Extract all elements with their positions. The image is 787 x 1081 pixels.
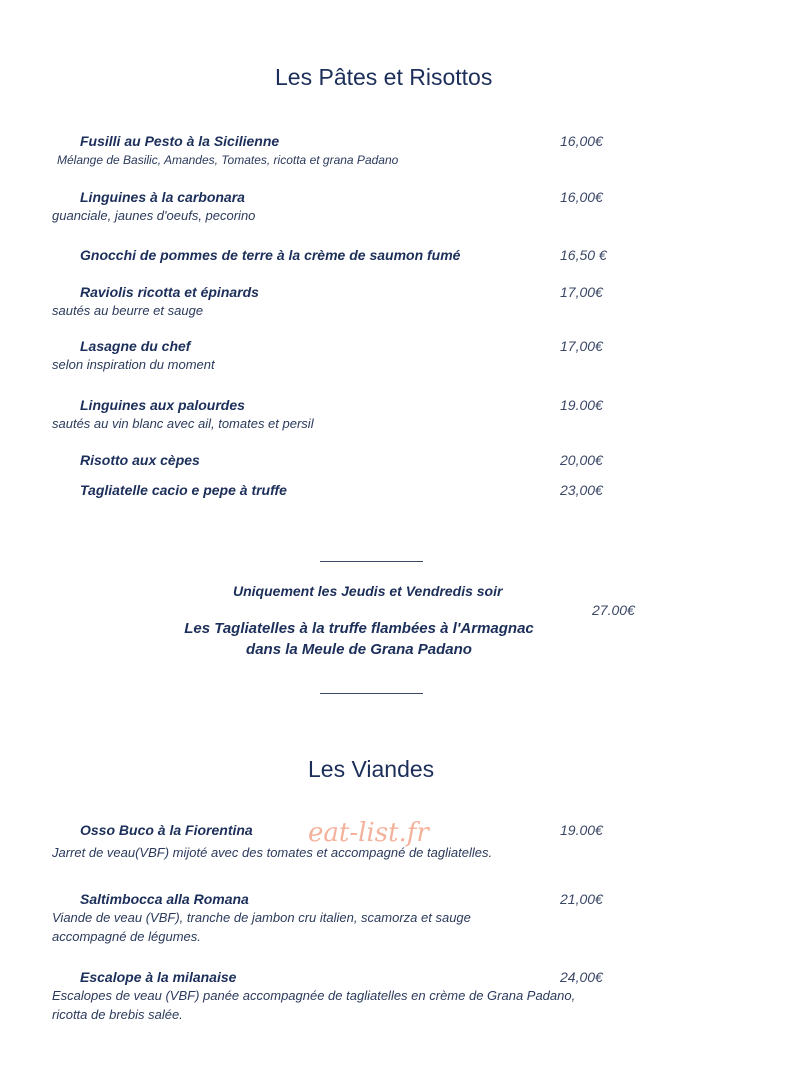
menu-item-name: Fusilli au Pesto à la Sicilienne [80,133,280,149]
special-title-line2: dans la Meule de Grana Padano [246,641,472,658]
menu-item-name: Risotto aux cèpes [80,452,200,468]
watermark: eat-list.fr [308,818,429,848]
menu-item-name: Lasagne du chef [80,338,191,354]
menu-item-name: Gnocchi de pommes de terre à la crème de saumon fumé [80,247,461,263]
menu-item-description: sautés au vin blanc avec ail, tomates et persil [52,416,314,431]
special-availability-note: Uniquement les Jeudis et Vendredis soir [233,583,503,599]
menu-item-price: 16,50 € [560,247,607,263]
menu-item-price: 21,00€ [560,891,603,907]
special-price: 27.00€ [592,602,635,618]
menu-item-description: guanciale, jaunes d'oeufs, pecorino [52,208,256,223]
divider-bottom [320,693,423,694]
menu-item-name: Escalope à la milanaise [80,969,237,985]
menu-item-price: 16,00€ [560,189,603,205]
menu-item-name: Tagliatelle cacio e pepe à truffe [80,482,287,498]
menu-item-price: 20,00€ [560,452,603,468]
menu-item-description: Escalopes de veau (VBF) panée accompagnée de tagliatelles en crème de Grana Padano, [52,988,576,1003]
menu-item-description: Mélange de Basilic, Amandes, Tomates, ricotta et grana Padano [57,153,399,167]
menu-item-name: Raviolis ricotta et épinards [80,284,259,300]
section-title-viandes: Les Viandes [308,756,435,782]
menu-item-price: 17,00€ [560,338,603,354]
menu-item-name: Saltimbocca alla Romana [80,891,249,907]
menu-item-price: 24,00€ [560,969,603,985]
menu-item-description: Jarret de veau(VBF) mijoté avec des tomates et accompagné de tagliatelles. [52,845,493,860]
menu-item-description: Viande de veau (VBF), tranche de jambon cru italien, scamorza et sauge [52,910,471,925]
divider-top [320,561,423,562]
menu-item-price: 16,00€ [560,133,603,149]
menu-item-price: 19.00€ [560,822,603,838]
section-title-pates: Les Pâtes et Risottos [275,64,493,90]
menu-item-description: ricotta de brebis salée. [52,1007,183,1022]
menu-item-description: sautés au beurre et sauge [52,303,204,318]
menu-item-name: Linguines à la carbonara [80,189,245,205]
menu-item-name: Linguines aux palourdes [80,397,245,413]
menu-item-price: 23,00€ [560,482,603,498]
menu-item-description: accompagné de légumes. [52,929,201,944]
menu-item-price: 19.00€ [560,397,603,413]
special-title-line1: Les Tagliatelles à la truffe flambées à l'Armagnac [184,620,534,637]
menu-item-description: selon inspiration du moment [52,357,215,372]
menu-item-price: 17,00€ [560,284,603,300]
menu-item-name: Osso Buco à la Fiorentina [80,822,253,838]
